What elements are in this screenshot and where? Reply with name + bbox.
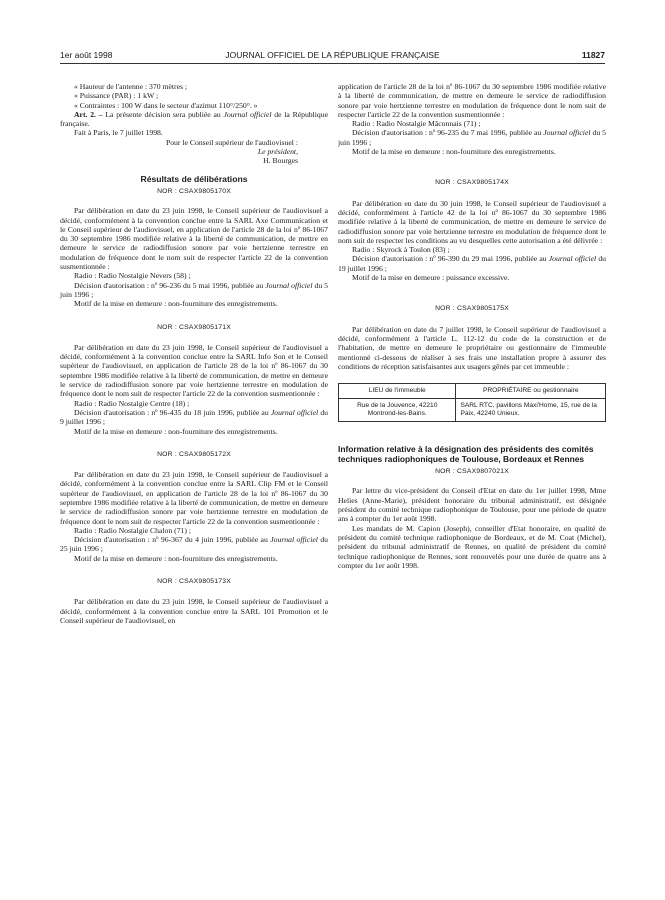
- signatory: H. Bourges: [263, 156, 298, 166]
- deliberation-continuation: application de l'article 28 de la loi nº 86-1067 du 30 septembre 1986 modifiée relative à la liberté de communication, de mettre en demeure le service de radiodiffusion sonore par voie hertzienne terrestre en modulation de fréquence dont le nom suit de respecter l'article 22 de la convention susmentionnée :: [338, 82, 606, 119]
- table-cell-proprietaire: SARL RTC, pavillons Maxi'Home, 15, rue de la Paix, 42240 Unieux.: [456, 399, 606, 422]
- table-header-lieu: LIEU de l'immeuble: [339, 384, 456, 399]
- table-cell-lieu: Rue de la Jouvence, 42210 Montrond-les-Bains.: [339, 399, 456, 422]
- table-header-proprietaire: PROPRIÉTAIRE ou gestionnaire: [456, 384, 606, 399]
- nor-reference: NOR : CSAX9805174X: [435, 179, 509, 187]
- header-journal-title: JOURNAL OFFICIEL DE LA RÉPUBLIQUE FRANÇAISE: [225, 50, 440, 60]
- right-column: [338, 82, 606, 570]
- table-header-row: [339, 384, 606, 399]
- decision-line: Décision d'autorisation : nº 96-236 du 5 mai 1996, publiée au Journal officiel du 5 juin 1996 ;: [60, 280, 329, 299]
- intro-line-power: « Puissance (PAR) : 1 kW ;: [74, 91, 159, 101]
- info-title: Information relative à la désignation des présidents des comités techniques radiophoniques de Toulouse, Bordeaux et Rennes: [338, 444, 594, 465]
- header-page-number: 11827: [581, 50, 605, 60]
- mandates-paragraph: Les mandats de M. Capion (Joseph), conseiller d'Etat honoraire, en qualité de président du comité technique radiophonique de Bordeaux, et de M. Coat (Michel), président du tribunal administratif de Rennes, en qualité de président du comité technique radiophonique de Rennes, sont renouvelés pour une durée de quatre ans à compter du 1er août 1998.: [338, 523, 606, 570]
- motif-line: Motif de la mise en demeure : non-fourniture des enregistrements.: [74, 426, 278, 436]
- left-column: [60, 82, 328, 625]
- nor-reference: NOR : CSAX9805173X: [157, 578, 231, 586]
- decision-line: Décision d'autorisation : nº 96-367 du 4 juin 1996, publiée au Journal officiel du 25 juin 1996 ;: [60, 535, 329, 554]
- deliberation-paragraph: Par délibération en date du 23 juin 1998, le Conseil supérieur de l'audiovisuel a décidé, conformément à la convention conclue entre la SARL Axe Communication et le Conseil supérieur de l'audiovisuel, en application de l'article 28 de la loi nº 86-1067 du 30 septembre 1986 modifiée relative à la liberté de communication, de mettre en demeure le service de radiodiffusion sonore par voie hertzienne terrestre en modulation de fréquence dont le nom suit de respecter l'article 22 de la convention susmentionnée :: [60, 206, 328, 272]
- motif-line: Motif de la mise en demeure : non-fourniture des enregistrements.: [74, 299, 278, 309]
- page-header: [60, 50, 605, 64]
- decision-line: Décision d'autorisation : nº 96-235 du 7 mai 1996, publiée au Journal officiel du 5 juin 1996 ;: [338, 128, 607, 147]
- pour-le-conseil: Pour le Conseil supérieur de l'audiovisuel :: [165, 137, 298, 147]
- nor-reference: NOR : CSAX9805170X: [157, 187, 231, 195]
- nor-reference: NOR : CSAX9805172X: [157, 450, 231, 458]
- designation-paragraph: Par lettre du vice-président du Conseil d'Etat en date du 1er juillet 1998, Mme Helies (Anne-Marie), président honoraire du tribunal administratif, est désignée président du comité technique radiophonique de Toulouse, pour une période de quatre ans à compter du 1er août 1998.: [338, 486, 606, 524]
- intro-line-constraints: « Contraintes : 100 W dans le secteur d'azimut 110°/250°. »: [74, 100, 258, 110]
- deliberation-paragraph: Par délibération en date du 30 juin 1998, le Conseil supérieur de l'audiovisuel a décidé, conformément à l'article 42 de la loi nº 86-1067 du 30 septembre 1986 modifiée relative à la liberté de communication, de mettre en demeure le service de radiodiffusion sonore par voie hertzienne terrestre en modulation de fréquence dont le nom suit de respecter les conditions au vu desquelles cette autorisation a été délivrée :: [338, 198, 606, 245]
- radio-line: Radio : Radio Nostalgie Chalon (71) ;: [74, 525, 192, 535]
- building-table: [338, 383, 606, 422]
- deliberation-paragraph: Par délibération en date du 23 juin 1998, le Conseil supérieur de l'audiovisuel a décidé, conformément à la convention conclue entre la SARL Info Son et le Conseil supérieur de l'audiovisuel, en application de l'article 28 de la loi nº 86-1067 du 30 septembre 1986 modifiée relative à la liberté de communication, de mettre en demeure le service de radiodiffusion sonore par voie hertzienne terrestre en modulation de fréquence dont le nom suit de respecter l'article 22 de la convention susmentionnée :: [60, 342, 328, 399]
- deliberation-paragraph: Par délibération en date du 23 juin 1998, le Conseil supérieur de l'audiovisuel a décidé, conformément à la convention conclue entre la SARL 101 Promotion et le Conseil supérieur de l'audiovisuel, en: [60, 597, 328, 625]
- decision-line: Décision d'autorisation : nº 96-435 du 18 juin 1996, publiée au Journal officiel du 9 juillet 1996 ;: [60, 407, 329, 427]
- motif-line: Motif de la mise en demeure : puissance excessive.: [352, 273, 510, 283]
- article-2: Art. 2. – La présente décision sera publiée au Journal officiel de la République française.: [60, 109, 329, 129]
- radio-line: Radio : Radio Nostalgie Nevers (58) ;: [74, 271, 191, 281]
- motif-line: Motif de la mise en demeure : non-fourniture des enregistrements.: [74, 553, 278, 563]
- deliberation-paragraph: Par délibération en date du 7 juillet 1998, le Conseil supérieur de l'audiovisuel a décidé, conformément à l'article L. 112-12 du code de la construction et de l'habitation, de mettre en demeure le propriétaire ou gestionnaire de l'immeuble mentionné ci-dessous de réaliser à ses frais une installation propre à assurer des conditions de réception satisfaisantes aux usagers gênés par cet immeuble :: [338, 324, 606, 371]
- radio-line: Radio : Radio Nostalgie Centre (18) ;: [74, 398, 190, 408]
- radio-line: Radio : Radio Nostalgie Mâconnais (71) ;: [352, 119, 481, 129]
- nor-reference: NOR : CSAX9805175X: [435, 305, 509, 313]
- motif-line: Motif de la mise en demeure : non-fourniture des enregistrements.: [352, 147, 556, 157]
- president-title: Le président,: [257, 147, 298, 157]
- deliberation-paragraph: Par délibération en date du 23 juin 1998, le Conseil supérieur de l'audiovisuel a décidé, conformément à la convention conclue entre la SARL Clip FM et le Conseil supérieur de l'audiovisuel, en application de l'article 28 de la loi nº 86-1067 du 30 septembre 1986 modifiée relative à la liberté de communication, de mettre en demeure le service de radiodiffusion sonore par voie hertzienne terrestre en modulation de fréquence dont le nom suit de respecter l'article 22 de la convention susmentionnée :: [60, 470, 328, 526]
- radio-line: Radio : Skyrock à Toulon (83) ;: [352, 245, 450, 255]
- article-2-label: Art. 2. –: [74, 109, 103, 119]
- intro-line-height: « Hauteur de l'antenne : 370 mètres ;: [74, 82, 188, 91]
- section-title: Résultats de délibérations: [140, 173, 248, 184]
- table-row: [339, 399, 606, 422]
- header-date: 1er août 1998: [60, 50, 113, 60]
- decision-line: Décision d'autorisation : nº 96-390 du 29 mai 1996, publiée au Journal officiel du 19 juillet 1996 ;: [338, 254, 607, 273]
- fait-a-paris: Fait à Paris, le 7 juillet 1998.: [74, 128, 163, 138]
- nor-reference: NOR : CSAX9807021X: [435, 468, 509, 476]
- nor-reference: NOR : CSAX9805171X: [157, 323, 231, 331]
